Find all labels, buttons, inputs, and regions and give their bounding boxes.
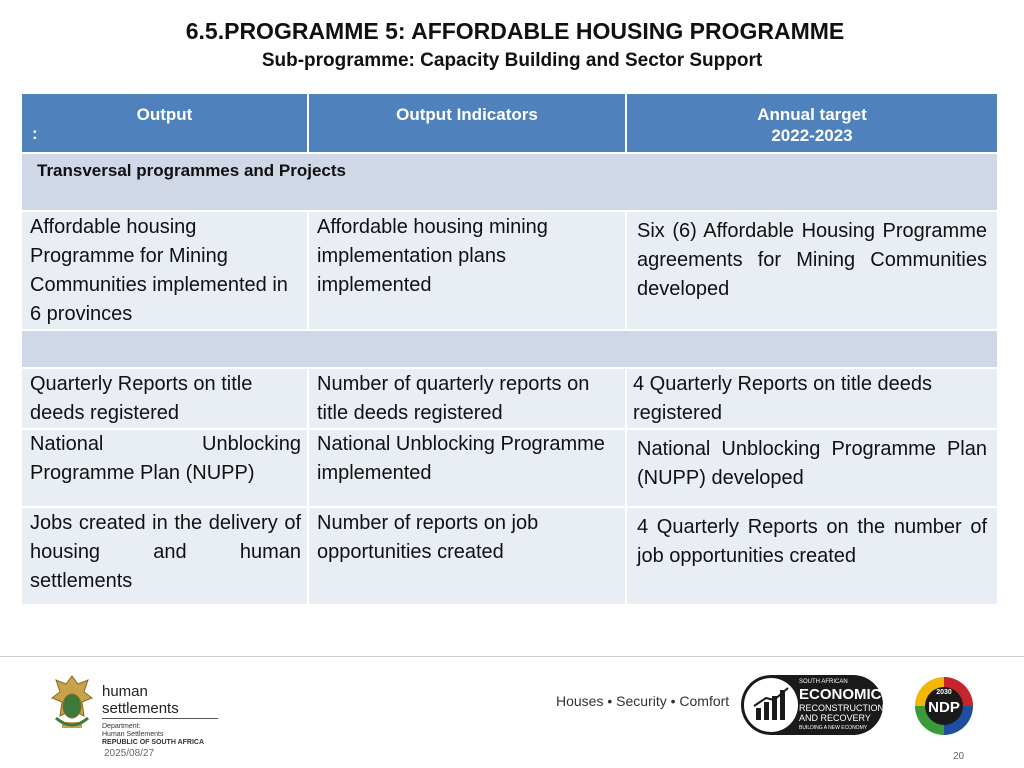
page-subtitle: Sub-programme: Capacity Building and Sector Support xyxy=(261,50,763,71)
table-header-row xyxy=(21,93,998,153)
erecon-top: SOUTH AFRICAN xyxy=(799,679,848,685)
footer-divider xyxy=(0,656,1024,657)
row1-target: Six (6) Affordable Housing Programme agreements for Mining Communities developed xyxy=(637,220,987,300)
header-output-colon: : xyxy=(32,124,38,143)
row1-indicator: Affordable housing mining implementation plans implemented xyxy=(317,216,548,296)
erecon-sub1: RECONSTRUCTION xyxy=(799,703,884,713)
dept-line3: REPUBLIC OF SOUTH AFRICA xyxy=(102,739,205,746)
dept-name: human settlements xyxy=(102,683,218,719)
row1-output: Affordable housing Programme for Mining Communities implemented in 6 provinces xyxy=(30,216,288,325)
erecon-sub2: AND RECOVERY xyxy=(799,713,871,723)
header-target-line2: 2022-2023 xyxy=(771,126,853,145)
header-indicators xyxy=(308,93,626,153)
header-target-line1: Annual target xyxy=(757,105,867,124)
department-block xyxy=(102,683,218,747)
ndp-logo xyxy=(913,675,975,737)
coat-of-arms-logo xyxy=(48,672,96,736)
row2-target: 4 Quarterly Reports on title deeds registered xyxy=(633,373,933,424)
table-row xyxy=(21,368,998,429)
header-output-label: Output xyxy=(136,105,193,124)
row2-output: Quarterly Reports on title deeds registered xyxy=(30,373,253,424)
page-number: 20 xyxy=(953,751,965,762)
table-row xyxy=(21,211,998,330)
row4-output: Jobs created in the delivery of housing and human settlements xyxy=(30,512,301,592)
ndp-year: 2030 xyxy=(936,689,952,696)
tagline: Houses • Security • Comfort xyxy=(556,693,730,709)
row3-output: National Unblocking Programme Plan (NUPP) xyxy=(30,433,301,484)
programme-table xyxy=(20,92,999,606)
chart-emblem-icon xyxy=(744,678,798,732)
erecon-bottom: BUILDING A NEW ECONOMY xyxy=(799,725,868,731)
section-label: Transversal programmes and Projects xyxy=(37,161,346,180)
spacer-row xyxy=(21,330,998,368)
dept-line1: Department: xyxy=(102,723,141,730)
section-row xyxy=(21,153,998,211)
row4-indicator: Number of reports on job opportunities created xyxy=(317,512,539,563)
header-output xyxy=(21,93,308,153)
table-row xyxy=(21,429,998,507)
table-row xyxy=(21,507,998,605)
date-label: 2025/08/27 xyxy=(104,748,155,759)
economic-recovery-logo xyxy=(741,675,883,735)
dept-line2: Human Settlements xyxy=(102,731,164,738)
row4-target: 4 Quarterly Reports on the number of job opportunities created xyxy=(637,516,987,567)
ndp-text: NDP xyxy=(928,699,960,716)
header-target xyxy=(626,93,998,153)
page-title: 6.5.PROGRAMME 5: AFFORDABLE HOUSING PROGRAMME xyxy=(185,18,845,44)
row3-indicator: National Unblocking Programme implemented xyxy=(317,433,605,484)
header-indicators-label: Output Indicators xyxy=(396,105,538,124)
row2-indicator: Number of quarterly reports on title deeds registered xyxy=(317,373,590,424)
row3-target: National Unblocking Programme Plan (NUPP) developed xyxy=(637,438,987,489)
erecon-main: ECONOMIC xyxy=(799,686,882,703)
